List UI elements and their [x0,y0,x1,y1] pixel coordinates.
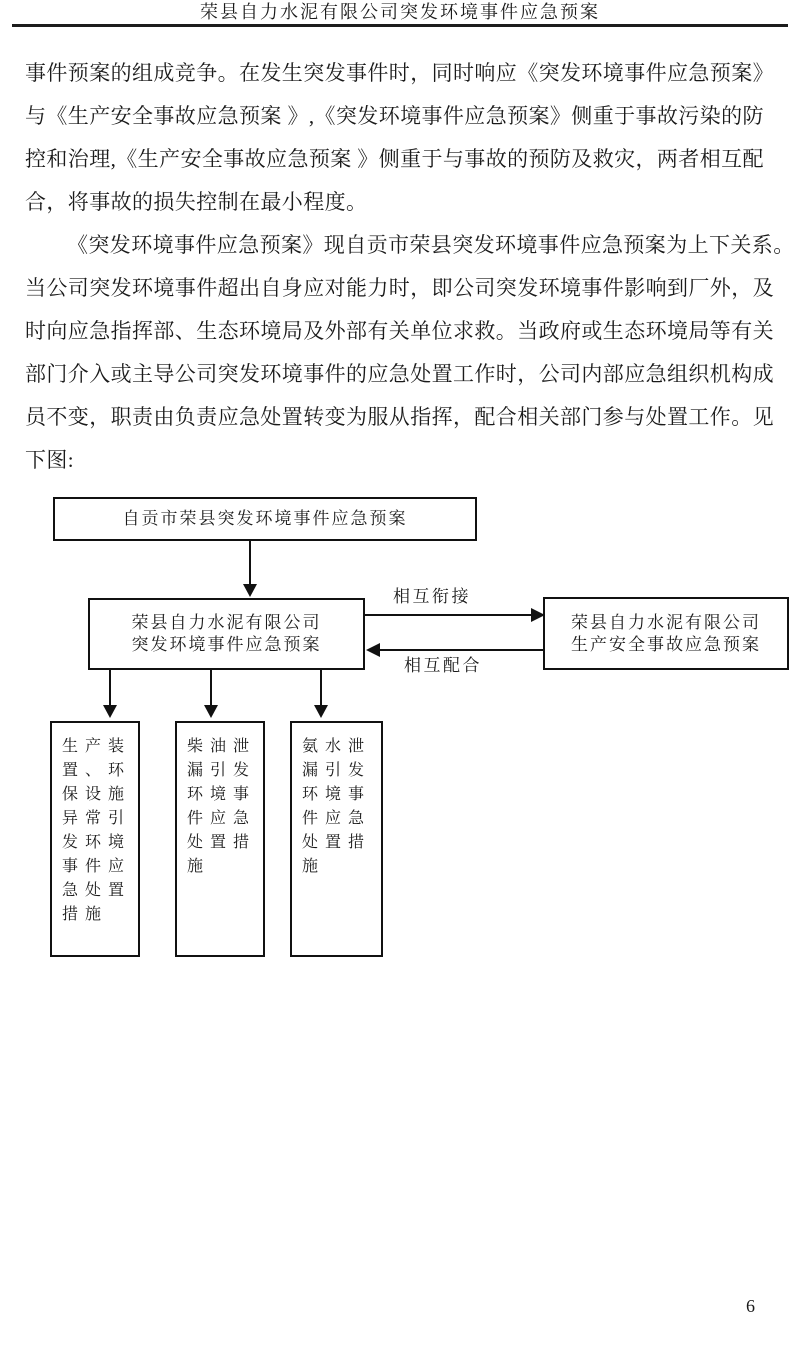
arrow-label-mutual-cooperation: 相互配合 [404,656,482,675]
text-line: 控和治理,《生产安全事故应急预案 》侧重于与事故的预防及救灾，两者相互配 [25,147,764,171]
down-arrow-line [210,670,212,706]
page-number: 6 [746,1296,755,1316]
arrow-label-mutual-connection: 相互衔接 [393,587,471,606]
right-arrow-line [365,614,533,616]
paragraph-2 [25,224,795,482]
flowchart-box-label: 生产安全事故应急预案 [571,634,761,654]
down-arrowhead-icon [243,584,257,597]
down-arrow-line [109,670,111,706]
text-line: 员不变，职责由负责应急处置转变为服从指挥，配合相关部门参与处置工作。见 [25,405,774,429]
page-header-title: 荣县自力水泥有限公司突发环境事件应急预案 [200,2,600,22]
text-line: 部门介入或主导公司突发环境事件的应急处置工作时，公司内部应急组织机构成 [25,362,774,386]
text-line: 合，将事故的损失控制在最小程度。 [25,190,368,214]
right-arrowhead-icon [531,608,545,622]
flowchart-box-company-env-plan [88,598,365,670]
text-line: 时向应急指挥部、生态环境局及外部有关单位求救。当政府或生态环境局等有关 [25,319,774,343]
text-line: 《突发环境事件应急预案》现自贡市荣县突发环境事件应急预案为上下关系。 [67,233,795,257]
flowchart-box-county-plan [53,497,477,541]
down-arrowhead-icon [314,705,328,718]
text-line: 事件预案的组成竞争。在发生突发事件时，同时响应《突发环境事件应急预案》 [25,61,774,85]
header-rule [12,24,788,27]
flowchart-box-company-safety-plan [543,597,789,670]
flowchart-box-ammonia-leak-measures: 氨水泄漏引发环境事件应急处置措施 [290,721,383,957]
flowchart-box-label: 荣县自力水泥有限公司 [131,613,322,632]
text-line: 当公司突发环境事件超出自身应对能力时，即公司突发环境事件影响到厂外，及 [25,276,774,300]
flowchart-box-label: 荣县自力水泥有限公司 [571,612,761,632]
text-line: 与《生产安全事故应急预案 》,《突发环境事件应急预案》侧重于事故污染的防 [25,104,764,128]
flowchart-box-label: 突发环境事件应急预案 [131,635,322,654]
down-arrowhead-icon [204,705,218,718]
left-arrowhead-icon [366,643,380,657]
paragraph-1 [25,52,780,224]
flowchart-box-production-measures: 生产装置、环保设施异常引发环境事件应急处置措施 [50,721,140,957]
down-arrow-line [249,541,251,586]
text-line: 下图: [25,448,75,472]
flowchart-box-diesel-leak-measures: 柴油泄漏引发环境事件应急处置措施 [175,721,265,957]
down-arrowhead-icon [103,705,117,718]
flowchart-box-label: 自贡市荣县突发环境事件应急预案 [122,509,408,528]
down-arrow-line [320,670,322,706]
